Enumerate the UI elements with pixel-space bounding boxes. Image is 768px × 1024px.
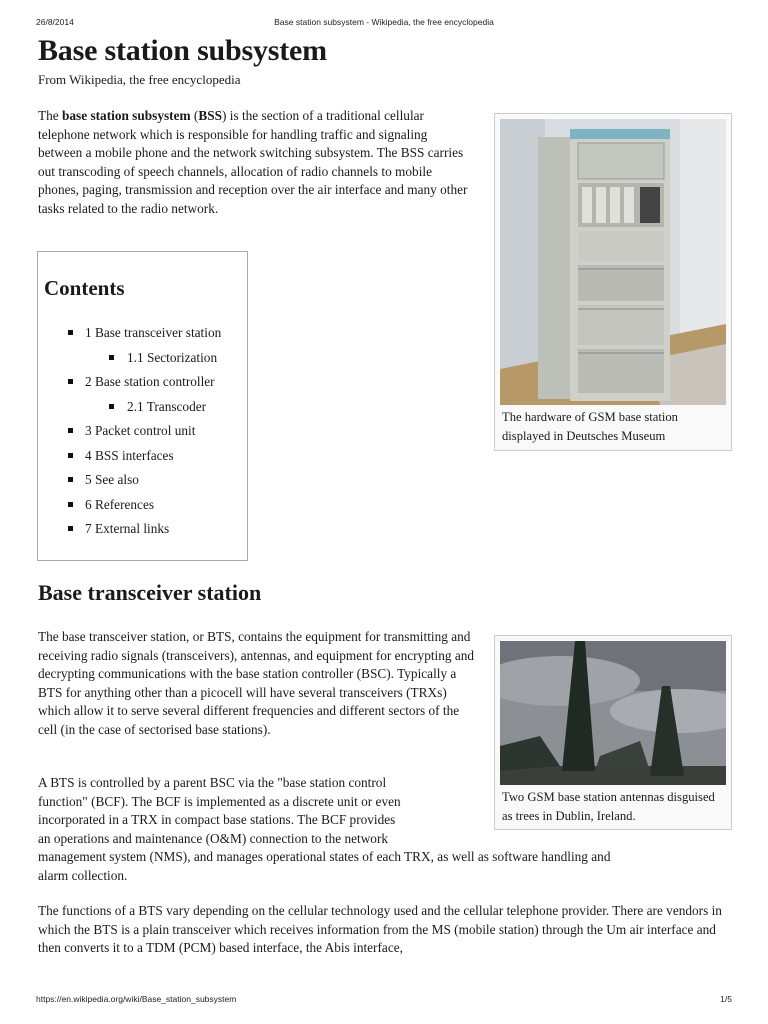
bullet-icon <box>68 453 73 458</box>
print-footer <box>0 994 768 1008</box>
toc-item[interactable]: 1 Base transceiver station <box>38 324 247 349</box>
toc-item[interactable]: 1.1 Sectorization <box>38 349 247 374</box>
figure-gsm-hardware <box>494 113 732 451</box>
antenna-trees-image[interactable] <box>500 641 726 785</box>
page-number: 1/5 <box>720 994 732 1004</box>
bullet-icon <box>68 477 73 482</box>
print-url: https://en.wikipedia.org/wiki/Base_station_subsystem <box>36 994 237 1004</box>
toc-item[interactable]: 6 References <box>38 496 247 521</box>
print-doc-title: Base station subsystem - Wikipedia, the free encyclopedia <box>274 17 494 27</box>
toc-list <box>38 324 247 545</box>
toc-item[interactable]: 7 External links <box>38 520 247 545</box>
bts-paragraph-2: A BTS is controlled by a parent BSC via the "base station control function" (BCF). The BCF is implemented as a discrete unit or even incorporated in a TRX in compact base stations. The BCF provides an operations and maintenance (O&M) connection to the network management system (NMS), and manages operational states of each TRX, as well as software handling and alarm collection. <box>38 775 611 883</box>
antenna-trees-photo <box>500 641 726 785</box>
toc-title: Contents <box>44 276 125 300</box>
bullet-icon <box>68 502 73 507</box>
toc-item[interactable]: 5 See also <box>38 471 247 496</box>
bss-term-link[interactable]: base station subsystem <box>62 108 191 123</box>
toc-item[interactable]: 2.1 Transcoder <box>38 398 247 423</box>
bts-paragraph-3: The functions of a BTS vary depending on the cellular technology used and the cellular telephone provider. There are vendors in which the BTS is a plain transceiver which receives information from the MS (mobile station) through the Um air interface and then converts it to a TDM (PCM) based interface, the Abis interface, <box>38 903 722 955</box>
bullet-icon <box>109 355 114 360</box>
bullet-icon <box>109 404 114 409</box>
section-heading-bts: Base transceiver station <box>38 580 262 605</box>
figure-caption: The hardware of GSM base station displayed in Deutsches Museum <box>502 410 678 443</box>
bts-paragraph-1: The base transceiver station, or BTS, contains the equipment for transmitting and receiving radio signals (transceivers), antennas, and equipment for encrypting and decrypting communications with the base station controller (BSC). Typically a BTS for anything other than a picocell will have several transceivers (TRXs) which allow it to serve several different frequencies and different sectors of the cell (in the case of sectorised base stations). <box>38 629 475 737</box>
toc-item[interactable]: 2 Base station controller <box>38 373 247 398</box>
toc-item[interactable]: 3 Packet control unit <box>38 422 247 447</box>
gsm-hardware-image[interactable] <box>500 119 726 405</box>
figure-caption: Two GSM base station antennas disguised as trees in Dublin, Ireland. <box>502 790 715 823</box>
page-title: Base station subsystem <box>38 34 327 67</box>
table-of-contents <box>37 251 248 561</box>
intro-paragraph: The base station subsystem (BSS) is the section of a traditional cellular telephone network which is responsible for handling traffic and signaling between a mobile phone and the network switching subsystem. The BSS carries out transcoding of speech channels, allocation of radio channels to mobile phones, paging, transmission and reception over the air interface and many other tasks related to the radio network. <box>38 108 468 216</box>
bullet-icon <box>68 379 73 384</box>
gsm-rack-photo <box>500 119 726 405</box>
print-date: 26/8/2014 <box>36 17 74 27</box>
bss-abbr: BSS <box>198 108 222 123</box>
bullet-icon <box>68 330 73 335</box>
toc-item[interactable]: 4 BSS interfaces <box>38 447 247 472</box>
page-subtitle: From Wikipedia, the free encyclopedia <box>38 72 241 87</box>
print-header <box>0 17 768 31</box>
bullet-icon <box>68 428 73 433</box>
bullet-icon <box>68 526 73 531</box>
